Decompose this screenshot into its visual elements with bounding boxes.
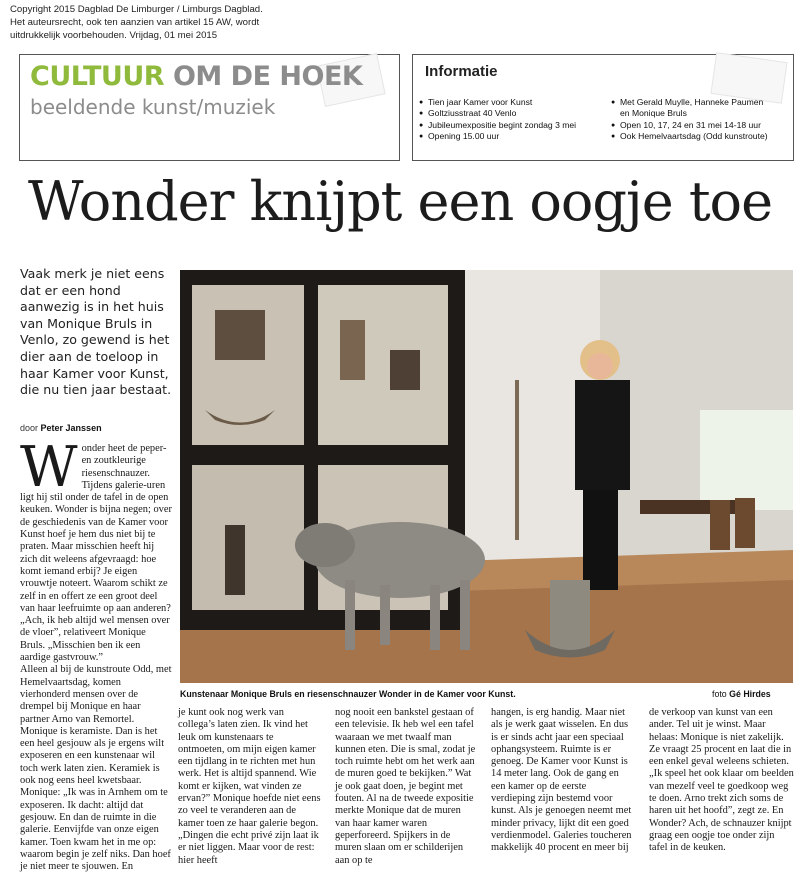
section-title-word-2: OM DE HOEK	[172, 61, 363, 92]
photo-sculpture	[390, 350, 420, 390]
info-item: ● Ook Hemelvaartsdag (Odd kunstroute)	[611, 131, 768, 142]
section-title	[30, 61, 362, 92]
article-photo	[180, 270, 793, 683]
photo-dog-leg	[380, 585, 390, 645]
photo-sculpture	[215, 310, 265, 360]
info-list-left	[419, 97, 576, 143]
photo-dining-chair	[710, 500, 730, 550]
photo-floor-sculpture	[550, 580, 590, 650]
info-item-text: en Monique Bruls	[620, 108, 687, 119]
photo-dog-leg	[345, 580, 355, 650]
copyright-line-2: Het auteursrecht, ook ten aanzien van artikel 15 AW, wordt	[10, 17, 260, 28]
photo-cabinet-pane	[318, 285, 448, 445]
article-column-1	[20, 435, 172, 873]
dropcap: W	[20, 435, 78, 500]
photo-dog-leg	[430, 585, 440, 650]
section-subtitle: beeldende kunst/muziek	[30, 95, 276, 119]
info-item: ● Jubileumexpositie begint zondag 3 mei	[419, 120, 576, 131]
byline	[20, 423, 102, 433]
info-box	[412, 54, 794, 161]
photo-woman-body	[575, 380, 630, 490]
photo-sculpture	[225, 525, 245, 595]
copyright-line-3: uitdrukkelijk voorbehouden. Vrijdag, 01 mei 2015	[10, 30, 218, 41]
photo-candelabra	[515, 380, 519, 540]
article-column-4: hangen, is erg handig. Maar niet als je werk gaat wisselen. En dus is er sinds acht jaar een speciaal ophangsysteem. Ruimte is er genoeg. De Kamer voor Kunst is 14 meter lang. Ook de gang en een kamer op de eerste verdieping zijn bestemd voor kunst. Als je genoegen neemt met minder privacy, lijkt dit een goed verdienmodel. Galeries toucheren makkelijk 40 procent en meer bij	[491, 707, 632, 854]
photo-cabinet-pane	[192, 285, 304, 445]
intro-paragraph: Vaak merk je niet eens dat er een hond aanwezig is in het huis van Monique Bruls in Venlo, zo gewend is het dier aan de toeloop in haar Kamer voor Kunst, die nu tien jaar bestaat.	[20, 266, 172, 398]
article-paragraph	[20, 435, 172, 664]
article-column-2: je kunt ook nog werk van collega’s laten zien. Ik vind het leuk om kunstenaars te ontmoeten, om mijn eigen kamer een tijdlang in te richten met hun werk. Het is altijd spannend. Wie komt er kijken, wat vinden ze ervan?” Monique hoefde niet eens zo veel te veranderen aan de kamer toen ze haar galerie begon. „Dingen die echt privé zijn laat ik er niet liggen. Maar voor de rest: hier heeft	[178, 707, 321, 866]
article-paragraph: Alleen al bij de kunstroute Odd, met Hemelvaartsdag, komen vierhonderd mensen over de drempel bij Monique en haar partner Arno van Remortel.	[20, 664, 172, 725]
info-item: ● Met Gerald Muylle, Hanneke Paumen	[611, 97, 768, 108]
byline-author: Peter Janssen	[40, 423, 102, 433]
article-paragraph: Monique is keramiste. Dan is het een heel gesjouw als je ergens wilt exposeren en een kunstenaar wil toch werk laten zien. Keramiek is ook nog eens heel kwetsbaar. Monique: „Ik was in Arnhem om te exposeren. Ik dacht: altijd dat gesjouw. En dan de ruimte in die galerie. Eenvijfde van onze eigen kamer. Toen kwam het in me op: waarom begin je zelf niks. Dan hoef je niet meer te sjouwen. En	[20, 725, 171, 873]
copyright-line-1: Copyright 2015 Dagblad De Limburger / Limburgs Dagblad.	[10, 4, 263, 15]
byline-prefix: door	[20, 423, 39, 433]
photo-cabinet-pane	[192, 465, 304, 610]
photo-dog-leg	[460, 580, 470, 650]
article-column-3: nog nooit een bankstel gestaan of een televisie. Ik heb wel een tafel waaraan we met twaalf man kunnen eten. Die is smal, zodat je toch ruimte hebt om het werk aan de muren goed te bekijken.” Wat je ook gaat doen, je begint met fouten. Al na de tweede expositie merkte Monique dat de muren van haar kamer waren geperforeerd. Spijkers in de muren slaan om er schilderijen aan op te	[335, 707, 476, 866]
article-column-5: de verkoop van kunst van een ander. Tel uit je winst. Maar helaas: Monique is niet zakelijk. Ze vraagt 25 procent en laat die in een enkel geval weleens schieten. „Ik speel het ook klaar om beelden van mezelf veel te goedkoop weg te doen. Arno trekt zich soms de haren uit het hoofd”, zegt ze. En Wonder? Ach, de schnauzer knijpt graag een oogje toe onder zijn tafel in de keuken.	[649, 707, 794, 854]
photo-caption: Kunstenaar Monique Bruls en riesenschnauzer Wonder in de Kamer voor Kunst.	[180, 689, 516, 699]
article-text: onder heet de peper- en zoutkleurige riesenschnauzer. Tijdens galerie-uren ligt hij stil onder de tafel in de open keuken. Wonder is bijna negen; over de geschiedenis van de Kamer voor Kunst hoef je hem dus niet bij te praten. Maar misschien heeft hij zich dit weleens afgevraagd: hoe komt iemand erbij? Je eigen vrouwtje noteert. Waarom schikt ze zelf in en offert ze een groot deel van haar leefruimte op aan anderen? „Ach, ik heb altijd wel mensen over de vloer”, relativeert Monique Bruls. „Misschien ben ik een aardige gastvrouw.”	[20, 443, 172, 664]
headline: Wonder knijpt een oogje toe	[27, 170, 773, 233]
photo-credit-name: Gé Hirdes	[729, 689, 771, 699]
info-item: ● Tien jaar Kamer voor Kunst	[419, 97, 576, 108]
photo-dining-chair	[735, 498, 755, 548]
info-item: ● Goltziusstraat 40 Venlo	[419, 108, 576, 119]
info-item: ● Open 10, 17, 24 en 31 mei 14-18 uur	[611, 120, 768, 131]
photo-sculpture	[340, 320, 365, 380]
info-item: ● Opening 15.00 uur	[419, 131, 576, 142]
info-item-continued	[611, 108, 768, 119]
section-title-word-1: CULTUUR	[30, 61, 165, 92]
photo-credit	[712, 689, 771, 699]
photo-window	[700, 410, 793, 510]
photo-credit-prefix: foto	[712, 689, 727, 699]
photo-woman-face	[587, 353, 613, 379]
info-title: Informatie	[425, 63, 498, 80]
section-header-box	[19, 54, 400, 161]
info-list-right	[611, 97, 768, 143]
copyright-notice	[10, 3, 370, 42]
photo-dog-head	[295, 523, 355, 567]
